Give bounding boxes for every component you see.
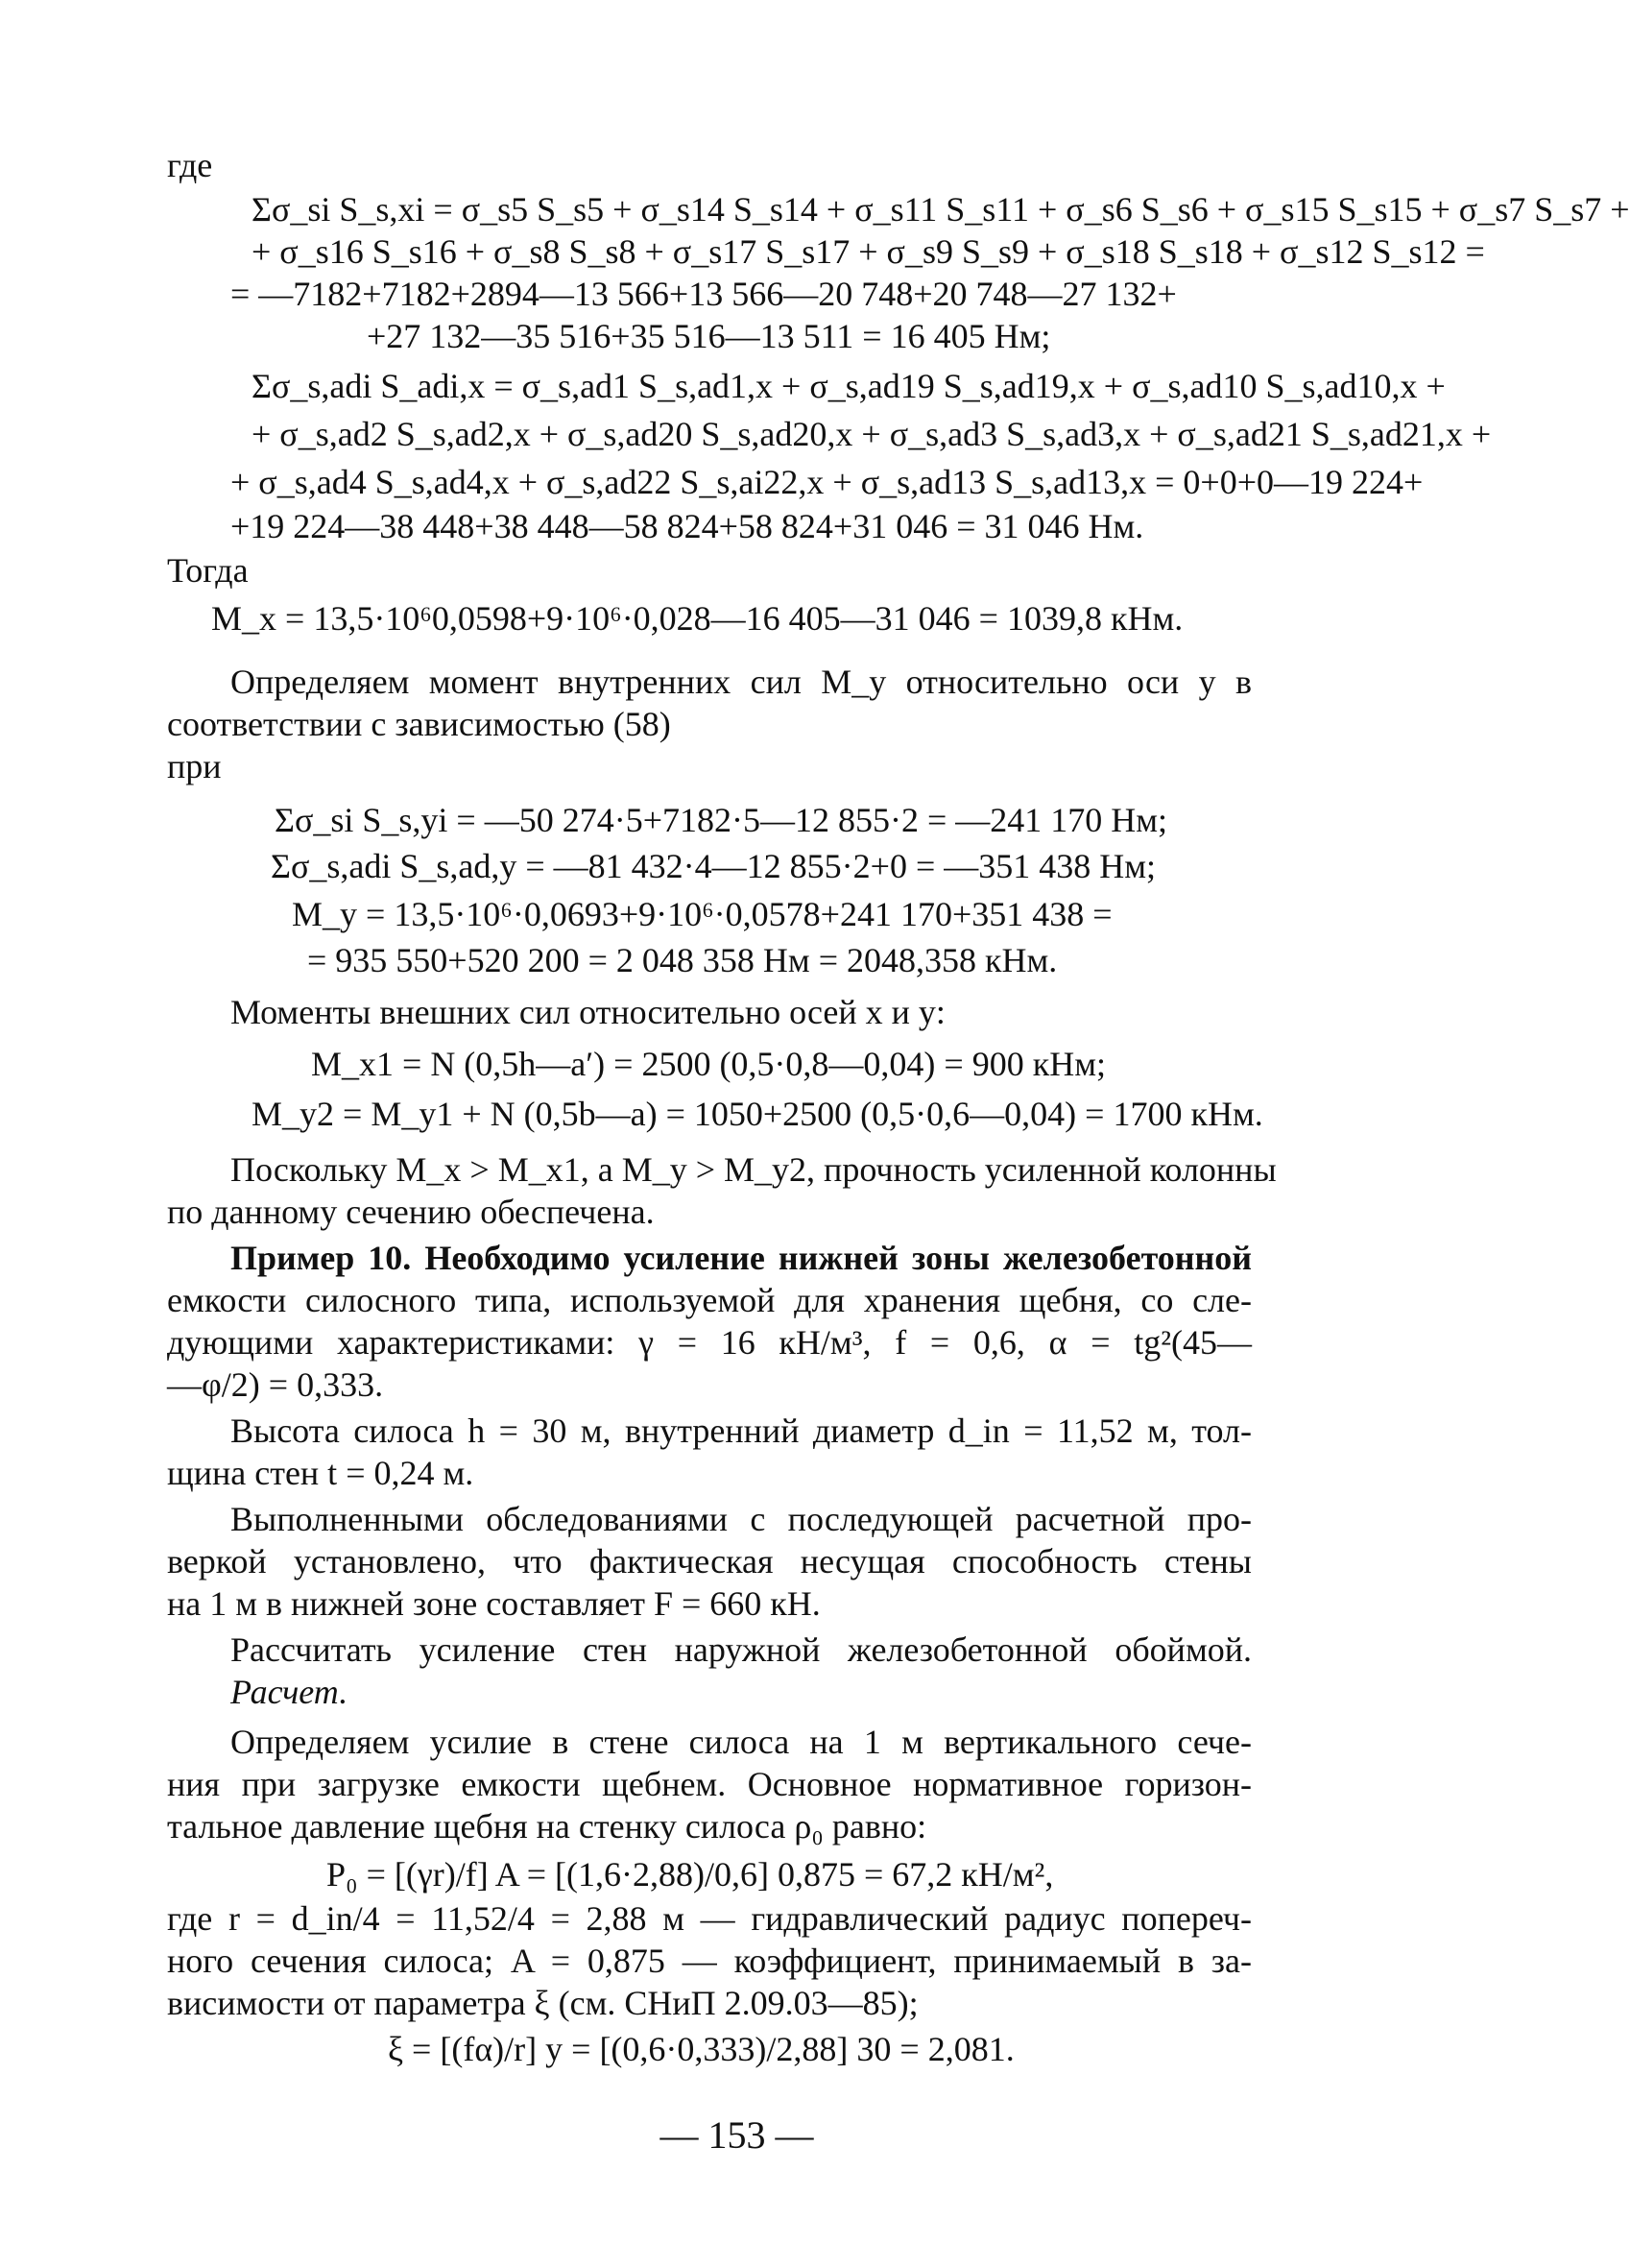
- text-line: тальное давление щебня на стенку силоса ρ₀ равно:: [167, 1807, 927, 1846]
- text-line: емкости силосного типа, используемой для хранения щебня, со сле-: [167, 1281, 1252, 1319]
- text-line: Определяем усилие в стене силоса на 1 м вертикального сече-: [230, 1723, 1252, 1761]
- text-line: при: [167, 747, 222, 785]
- example-heading-line: Пример 10. Необходимо усиление нижней зоны железобетонной: [230, 1239, 1252, 1277]
- formula-line: + σ_s,ad4 S_s,ad4,x + σ_s,ad22 S_s,ai22,x + σ_s,ad13 S_s,ad13,x = 0+0+0—19 224+: [230, 463, 1424, 501]
- formula-line: Σσ_s,adi S_adi,x = σ_s,ad1 S_s,ad1,x + σ_s,ad19 S_s,ad19,x + σ_s,ad10 S_s,ad10,x +: [252, 367, 1446, 405]
- text-line: Расчет.: [230, 1673, 348, 1711]
- formula-line: P₀ = [(γr)/f] A = [(1,6·2,88)/0,6] 0,875 = 67,2 кН/м²,: [326, 1855, 1054, 1894]
- formula-line: M_x1 = N (0,5h—a′) = 2500 (0,5·0,8—0,04) = 900 кНм;: [311, 1045, 1106, 1083]
- formula-line: + σ_s16 S_s16 + σ_s8 S_s8 + σ_s17 S_s17 + σ_s9 S_s9 + σ_s18 S_s18 + σ_s12 S_s12 =: [252, 232, 1485, 271]
- text-line: Моменты внешних сил относительно осей x и y:: [230, 993, 946, 1031]
- text-line: ного сечения силоса; A = 0,875 — коэффициент, принимаемый в за-: [167, 1942, 1252, 1980]
- text-line: веркой установлено, что фактическая несущая способность стены: [167, 1542, 1252, 1580]
- text-line: —φ/2) = 0,333.: [167, 1365, 384, 1404]
- formula-line: = —7182+7182+2894—13 566+13 566—20 748+20 748—27 132+: [230, 275, 1177, 313]
- page-number: — 153 —: [659, 2113, 814, 2157]
- text-line: Поскольку M_x > M_x1, а M_y > M_y2, прочность усиленной колонны: [230, 1150, 1277, 1189]
- text-line: по данному сечению обеспечена.: [167, 1193, 655, 1231]
- text-line: щина стен t = 0,24 м.: [167, 1454, 474, 1492]
- text-line: Рассчитать усиление стен наружной железобетонной обоймой.: [230, 1630, 1252, 1669]
- text-line: на 1 м в нижней зоне составляет F = 660 кН.: [167, 1584, 821, 1623]
- formula-line: M_y2 = M_y1 + N (0,5b—a) = 1050+2500 (0,5·0,6—0,04) = 1700 кНм.: [252, 1095, 1263, 1133]
- formula-line: M_x = 13,5·10⁶0,0598+9·10⁶·0,028—16 405—31 046 = 1039,8 кНм.: [211, 599, 1184, 638]
- formula-line: +27 132—35 516+35 516—13 511 = 16 405 Нм;: [367, 317, 1051, 355]
- text-line: соответствии с зависимостью (58): [167, 705, 671, 743]
- formula-line: + σ_s,ad2 S_s,ad2,x + σ_s,ad20 S_s,ad20,x + σ_s,ad3 S_s,ad3,x + σ_s,ad21 S_s,ad21,x +: [252, 415, 1492, 453]
- text-line: Определяем момент внутренних сил M_y относительно оси y в: [230, 663, 1252, 701]
- formula-line: Σσ_si S_s,yi = —50 274·5+7182·5—12 855·2 = —241 170 Нм;: [275, 801, 1168, 839]
- text-line: Выполненными обследованиями с последующей расчетной про-: [230, 1500, 1252, 1538]
- text-line: где r = d_in/4 = 11,52/4 = 2,88 м — гидравлический радиус попереч-: [167, 1899, 1252, 1938]
- formula-line: M_y = 13,5·10⁶·0,0693+9·10⁶·0,0578+241 170+351 438 =: [292, 895, 1113, 933]
- text-line: висимости от параметра ξ (см. СНиП 2.09.03—85);: [167, 1984, 919, 2022]
- text-line: дующими характеристиками: γ = 16 кН/м³, f = 0,6, α = tg²(45—: [167, 1323, 1252, 1362]
- formula-line: ξ = [(fα)/r] y = [(0,6·0,333)/2,88] 30 = 2,081.: [388, 2030, 1015, 2068]
- formula-line: Σσ_si S_s,xi = σ_s5 S_s5 + σ_s14 S_s14 + σ_s11 S_s11 + σ_s6 S_s6 + σ_s15 S_s15 + σ_s7 S_s7 +: [252, 190, 1630, 229]
- formula-line: +19 224—38 448+38 448—58 824+58 824+31 046 = 31 046 Нм.: [230, 507, 1144, 545]
- formula-line: = 935 550+520 200 = 2 048 358 Нм = 2048,358 кНм.: [307, 941, 1058, 979]
- formula-line: Σσ_s,adi S_s,ad,y = —81 432·4—12 855·2+0 = —351 438 Нм;: [271, 847, 1157, 885]
- text-line: Тогда: [167, 551, 249, 590]
- text-line: ния при загрузке емкости щебнем. Основное нормативное горизон-: [167, 1765, 1252, 1803]
- text-line: где: [167, 146, 213, 184]
- text-line: Высота силоса h = 30 м, внутренний диаметр d_in = 11,52 м, тол-: [230, 1411, 1252, 1450]
